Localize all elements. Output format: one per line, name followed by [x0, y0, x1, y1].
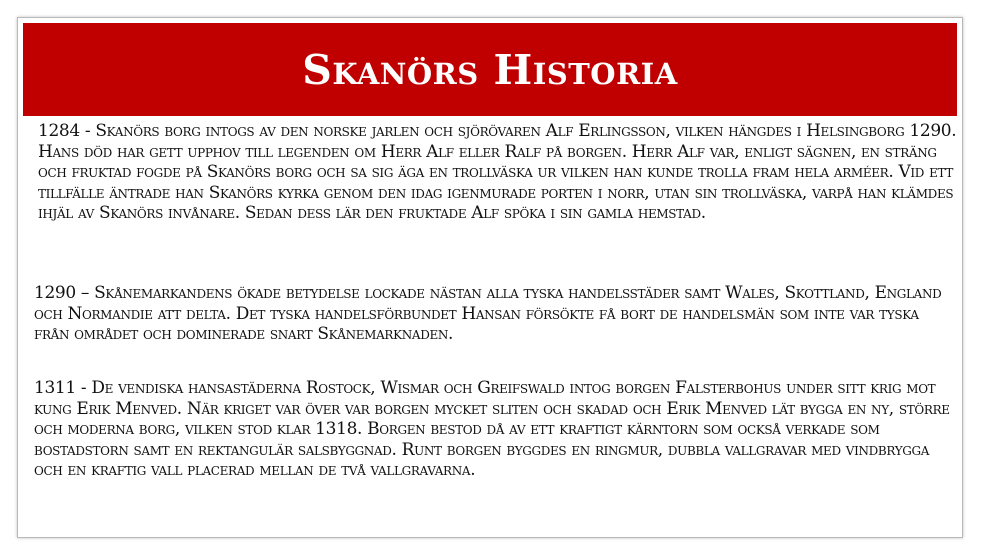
paragraph-1290: 1290 – Skånemarkandens ökade betydelse lockade nästan alla tyska handelsstäder samt Wales, Skottland, England och Normandie att delta. Det tyska handelsförbundet Hansan försökte få bort de handelsmän som inte var tyska från området och dominerade snart Skånemarknaden.: [34, 283, 942, 345]
title-banner: [23, 23, 957, 116]
paragraph-1284: 1284 - Skanörs borg intogs av den norske jarlen och sjörövaren Alf Erlingsson, vilken hängdes i Helsingborg 1290. Hans död har gett upphov till legenden om Herr Alf eller Ralf på borgen. Herr Alf var, enligt sägnen, en sträng och fruktad fogde på Skanörs borg och sa sig äga en trollväska ur vilken han kunde trolla fram hela arméer. Vid ett tillfälle äntrade han Skanörs kyrka genom den idag igenmurade porten i norr, utan sin trollväska, varpå han klämdes ihjäl av Skanörs invånare. Sedan dess lär den fruktade Alf spöka i sin gamla hemstad.: [38, 121, 957, 224]
paragraph-1311: 1311 - De vendiska hansastäderna Rostock, Wismar och Greifswald intog borgen Falsterbohus under sitt krig mot kung Erik Menved. När kriget var över var borgen mycket sliten och skadad och Erik Menved lät bygga en ny, större och moderna borg, vilken stod klar 1318. Borgen bestod då av ett kraftigt kärntorn som också verkade som bostadstorn samt en rektangulär salsbyggnad. Runt borgen byggdes en ringmur, dubbla vallgravar med vindbrygga och en kraftig vall placerad mellan de två vallgravarna.: [34, 378, 950, 481]
history-card: [17, 17, 963, 538]
page-title: Skanörs Historia: [302, 46, 678, 94]
